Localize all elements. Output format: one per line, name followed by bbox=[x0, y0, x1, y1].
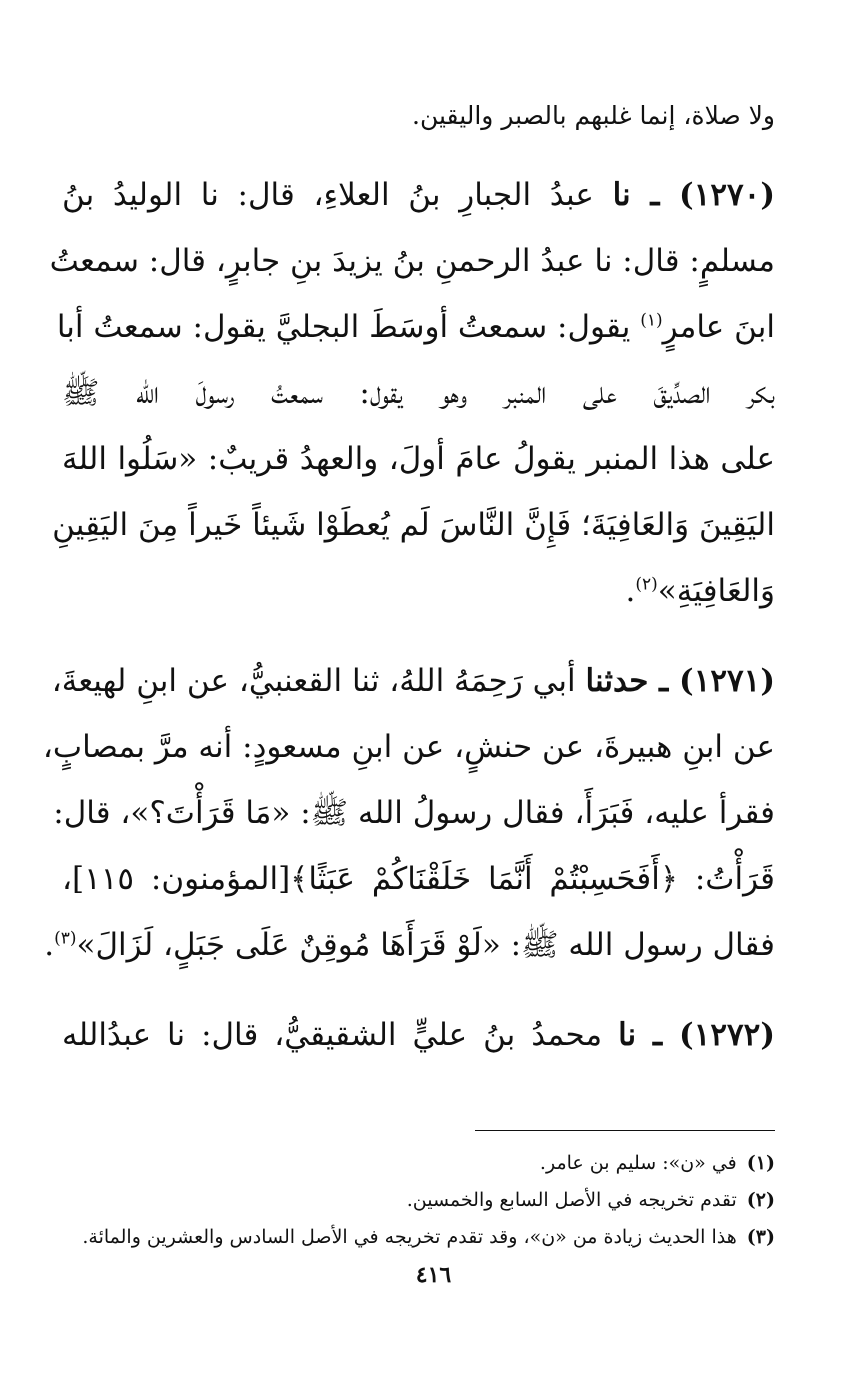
lead-line: ولا صلاة، إنما غلبهم بالصبر واليقين. bbox=[412, 101, 775, 130]
hadith-1270 bbox=[49, 162, 775, 624]
footnotes bbox=[62, 1145, 775, 1256]
hadith-line: (١٢٧٠) ـ نا عبدُ الجبارِ بنُ العلاءِ، قال: نا الوليدُ بنُ bbox=[62, 177, 775, 213]
footnote-number: (٢) bbox=[746, 1189, 775, 1211]
hadith-line: فقال رسول الله ﷺ: «لَوْ قَرَأَهَا مُوقِنٌ عَلَى جَبَلٍ، لَزَالَ»$^{(٣)}$. bbox=[44, 927, 775, 963]
hadith-1271 bbox=[42, 648, 775, 978]
hadith-line: بكر الصدِّيقَ على المنبر وهو يقول: سمعتُ رسولَ الله ﷺ bbox=[62, 375, 775, 411]
hadith-number: (١٢٧٠) ـ نا bbox=[612, 177, 775, 213]
footnote-ref[interactable]: (٣) bbox=[54, 928, 77, 949]
footnote-text: في «ن»: سليم بن عامر. bbox=[539, 1152, 737, 1174]
page-number: ٤١٦ bbox=[415, 1262, 452, 1288]
footnote bbox=[62, 1145, 775, 1182]
footnote-text: هذا الحديث زيادة من «ن»، وقد تقدم تخريجه في الأصل السادس والعشرين والمائة. bbox=[82, 1226, 737, 1248]
footnote-number: (٣) bbox=[746, 1226, 775, 1248]
footnote-ref[interactable]: (١) bbox=[640, 310, 663, 331]
footnote bbox=[62, 1219, 775, 1256]
hadith-line: (١٢٧١) ـ حدثنا أبي رَحِمَهُ اللهُ، ثنا القعنبيُّ، عن ابنِ لهيعةَ، bbox=[51, 663, 775, 699]
hadith-1272 bbox=[62, 1002, 775, 1068]
footnote-ref[interactable]: (٢) bbox=[635, 574, 658, 595]
hadith-line: ابنَ عامرٍ$^{(١)}$ يقول: سمعتُ أوسَطَ البجليَّ يقول: سمعتُ أبا bbox=[56, 309, 775, 345]
hadith-line: فقرأ عليه، فَبَرَأَ، فقال رسولُ الله ﷺ: «مَا قَرَأْتَ؟»، قال: bbox=[53, 795, 775, 831]
footnote-number: (١) bbox=[746, 1152, 775, 1174]
footnote-text: تقدم تخريجه في الأصل السابع والخمسين. bbox=[406, 1189, 737, 1211]
hadith-line: اليَقِينَ وَالعَافِيَةَ؛ فَإِنَّ النَّاسَ لَم يُعطَوْا شَيئاً خَيراً مِنَ اليَقِينِ bbox=[52, 507, 775, 543]
hadith-line: مسلمٍ: قال: نا عبدُ الرحمنِ بنُ يزيدَ بنِ جابرٍ، قال: سمعتُ bbox=[49, 243, 775, 279]
hadith-number: (١٢٧١) ـ حدثنا bbox=[585, 663, 775, 699]
hadith-line: قَرَأْتُ: ﴿أَفَحَسِبْتُمْ أَنَّمَا خَلَقْنَاكُمْ عَبَثًا﴾[المؤمنون: ١١٥]، bbox=[62, 861, 775, 897]
hadith-line: (١٢٧٢) ـ نا محمدُ بنُ عليٍّ الشقيقيُّ، قال: نا عبدُالله bbox=[62, 1017, 775, 1053]
footnote bbox=[62, 1182, 775, 1219]
hadith-line: وَالعَافِيَةِ»$^{(٢)}$. bbox=[625, 573, 775, 609]
hadith-line: على هذا المنبر يقولُ عامَ أولَ، والعهدُ قريبٌ: «سَلُوا اللهَ bbox=[62, 441, 775, 477]
hadith-line: عن ابنِ هبيرةَ، عن حنشٍ، عن ابنِ مسعودٍ: أنه مرَّ بمصابٍ، bbox=[42, 729, 775, 765]
hadith-number: (١٢٧٢) ـ نا bbox=[618, 1017, 775, 1053]
footnote-divider bbox=[475, 1130, 775, 1131]
